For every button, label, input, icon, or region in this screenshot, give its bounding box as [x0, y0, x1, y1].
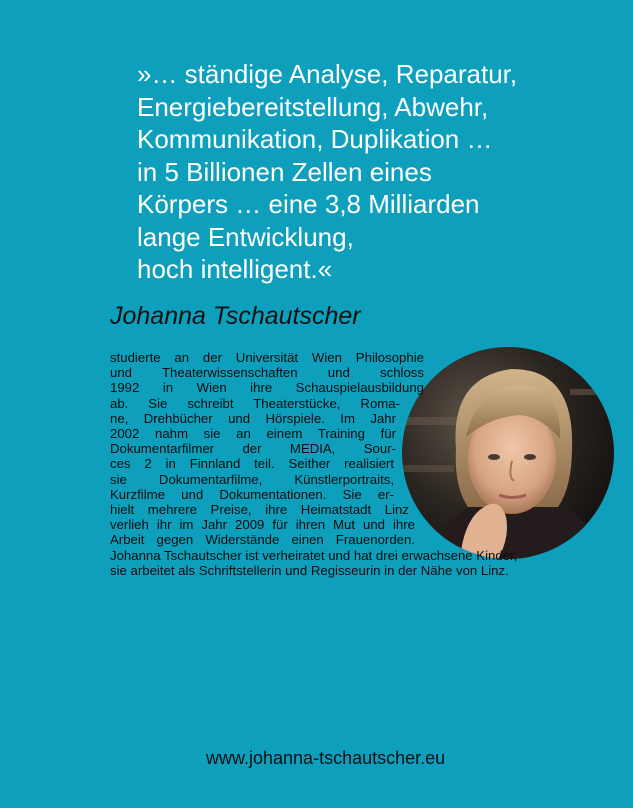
bio-line: ne, Drehbücher und Hörspiele. Im Jahr	[110, 410, 396, 426]
bio-line: Kurzfilme und Dokumentationen. Sie er-	[110, 486, 394, 502]
bio-line: ab. Sie schreibt Theaterstücke, Roma-	[110, 395, 400, 411]
quote-line: Energiebereitstellung, Abwehr,	[137, 91, 489, 122]
bio-line: 1992 in Wien ihre Schauspielausbildung	[110, 380, 424, 396]
bio-line: Johanna Tschautscher ist verheiratet und hat drei erwachsene Kinder,	[110, 547, 518, 563]
bio-line: verlieh ihr im Jahr 2009 für ihren Mut und ihre	[110, 517, 415, 533]
author-name: Johanna Tschautscher	[110, 302, 361, 330]
quote-line: Kommunikation, Duplikation …	[137, 124, 493, 154]
website-link[interactable]: www.johanna-tschautscher.eu	[206, 748, 446, 768]
bio-line: hielt mehrere Preise, ihre Heimatstadt Linz	[110, 502, 409, 518]
bio-line: und Theaterwissenschaften und schloss	[110, 365, 424, 381]
bio-line: ces 2 in Finnland teil. Seither realisiert	[110, 456, 394, 472]
bio-line: 2002 nahm sie an einem Training für	[110, 426, 396, 442]
quote-line: hoch intelligent.«	[137, 254, 333, 284]
quote-text	[137, 58, 607, 286]
bio-line: sie arbeitet als Schriftstellerin und Regisseurin in der Nähe von Linz.	[110, 562, 509, 578]
quote-line: Körpers … eine 3,8 Milliarden	[137, 189, 480, 219]
bio-line: sie Dokumentarfilme, Künstlerportraits,	[110, 471, 394, 487]
bio-line: Arbeit gegen Widerstände einen Frauenorden.	[110, 532, 415, 548]
quote-line: lange Entwicklung,	[137, 221, 354, 252]
quote-line: in 5 Billionen Zellen eines	[137, 156, 432, 187]
bio-line: Dokumentarfilmer der MEDIA, Sour-	[110, 441, 396, 457]
quote-line: »… ständige Analyse, Reparatur,	[137, 59, 518, 89]
biography-text	[110, 350, 580, 630]
bio-line: studierte an der Universität Wien Philosophie	[110, 350, 424, 365]
